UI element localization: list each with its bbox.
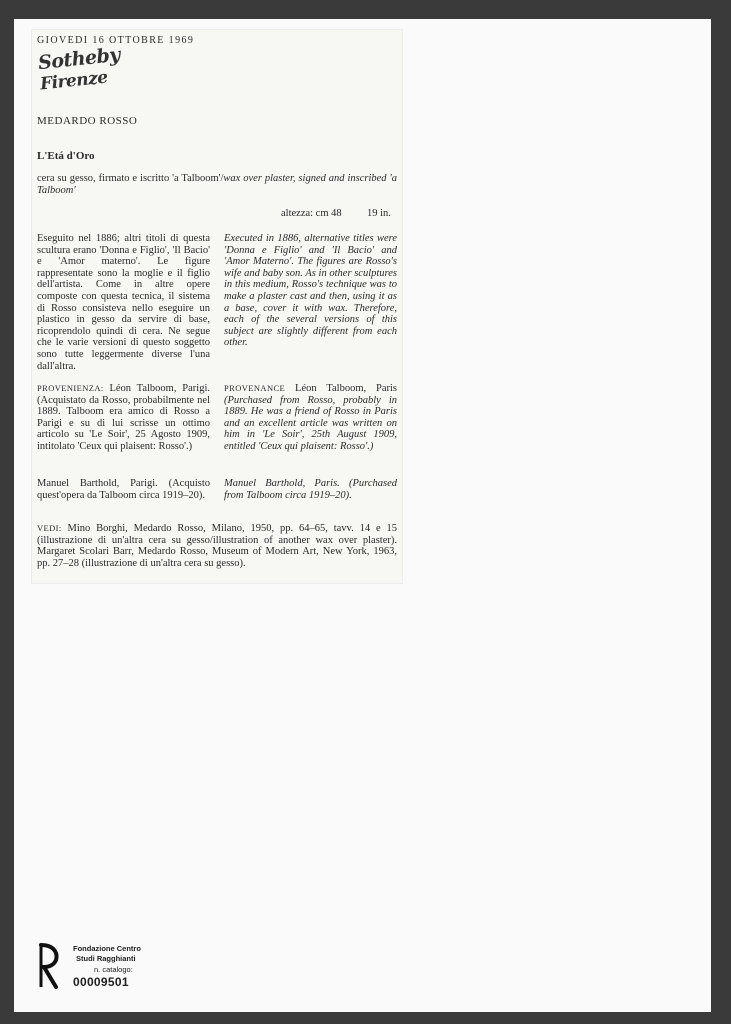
provenance-text-en: (Purchased from Rosso, probably in 1889. He was a friend of Rosso in Paris and an excellent article was written on him in 'Le Soir', 25th August 1909, entitled 'Ceux qui plaisent: Rosso'.)	[224, 394, 397, 452]
medium-english: wax over plaster, signed and inscribed 'a Talboom'	[37, 173, 397, 196]
provenance-italian	[37, 383, 210, 453]
provenance-label-en: PROVENANCE	[224, 383, 286, 393]
stamp-catalog-number: 00009501	[73, 975, 129, 989]
height-cm: altezza: cm 48	[281, 208, 342, 219]
height-in: 19 in.	[367, 208, 391, 219]
artwork-title: L'Etá d'Oro	[37, 150, 95, 162]
references-label: VEDI:	[37, 523, 62, 533]
provenance-name-en: Léon Talboom, Paris	[295, 383, 398, 394]
artist-name: MEDARDO ROSSO	[37, 115, 138, 127]
description-italian: Eseguito nel 1886; altri titoli di questa scultura erano 'Donna e Figlio', 'Il Bacio' e 'Amor materno'. Le figure rappresentate sono la moglie e il figlio dell'artista. Come in altre opere composte con questa tecnica, il sistema di Rosso consisteva nello eseguire un plastico in gesso da servire di base, ricoprendolo quindi di cera. Ne segue che le varie versioni di questo soggetto sono tutte leggermente diverse l'una dall'altra.	[37, 233, 210, 372]
handwritten-auction-house: Sotheby	[37, 43, 121, 75]
references	[37, 523, 397, 569]
provenance-text-it: Léon Talboom, Parigi. (Acquistato da Rosso, probabilmente nel 1889. Talboom era amico di Rosso a Parigi e su di lui scrisse un ottimo articolo su 'Le Soir', 25 Agosto 1909, intitolato 'Ceux qui plaisent: Rosso'.)	[37, 383, 210, 452]
second-owner-italian: Manuel Barthold, Parigi. (Acquisto quest'opera da Talboom circa 1919–20).	[37, 478, 210, 501]
handwritten-city: Firenze	[39, 67, 109, 95]
description-english: Executed in 1886, alternative titles were 'Donna e Figlio' and 'Il Bacio' and 'Amor Materno'. The figures are Rosso's wife and baby son. As in other sculptures in this medium, Rosso's technique was to make a plaster cast and then, using it as a base, cover it with wax. Therefore, each of the several versions of this subject are slightly different from each other.	[224, 233, 397, 349]
auction-date: GIOVEDI 16 OTTOBRE 1969	[37, 35, 195, 46]
foundation-logo-icon	[38, 943, 60, 989]
medium-italian: cera su gesso, firmato e iscritto 'a Talboom'/	[37, 173, 224, 184]
references-text: Mino Borghi, Medardo Rosso, Milano, 1950, pp. 64–65, tavv. 14 e 15 (illustrazione di un'altra cera su gesso/illustration of another wax over plaster). Margaret Scolari Barr, Medardo Rosso, Museum of Modern Art, New York, 1963, pp. 27–28 (illustrazione di un'altra cera su gesso).	[37, 523, 397, 569]
stamp-org-line1: Fondazione Centro	[73, 944, 141, 953]
second-owner-english: Manuel Barthold, Paris. (Purchased from Talboom circa 1919–20).	[224, 478, 397, 501]
provenance-label-it: PROVENIENZA:	[37, 383, 104, 393]
stamp-catalog-label: n. catalogo:	[94, 965, 133, 974]
stamp-org-line2: Studi Ragghianti	[76, 954, 136, 963]
provenance-english	[224, 383, 397, 453]
artwork-medium	[37, 173, 397, 196]
